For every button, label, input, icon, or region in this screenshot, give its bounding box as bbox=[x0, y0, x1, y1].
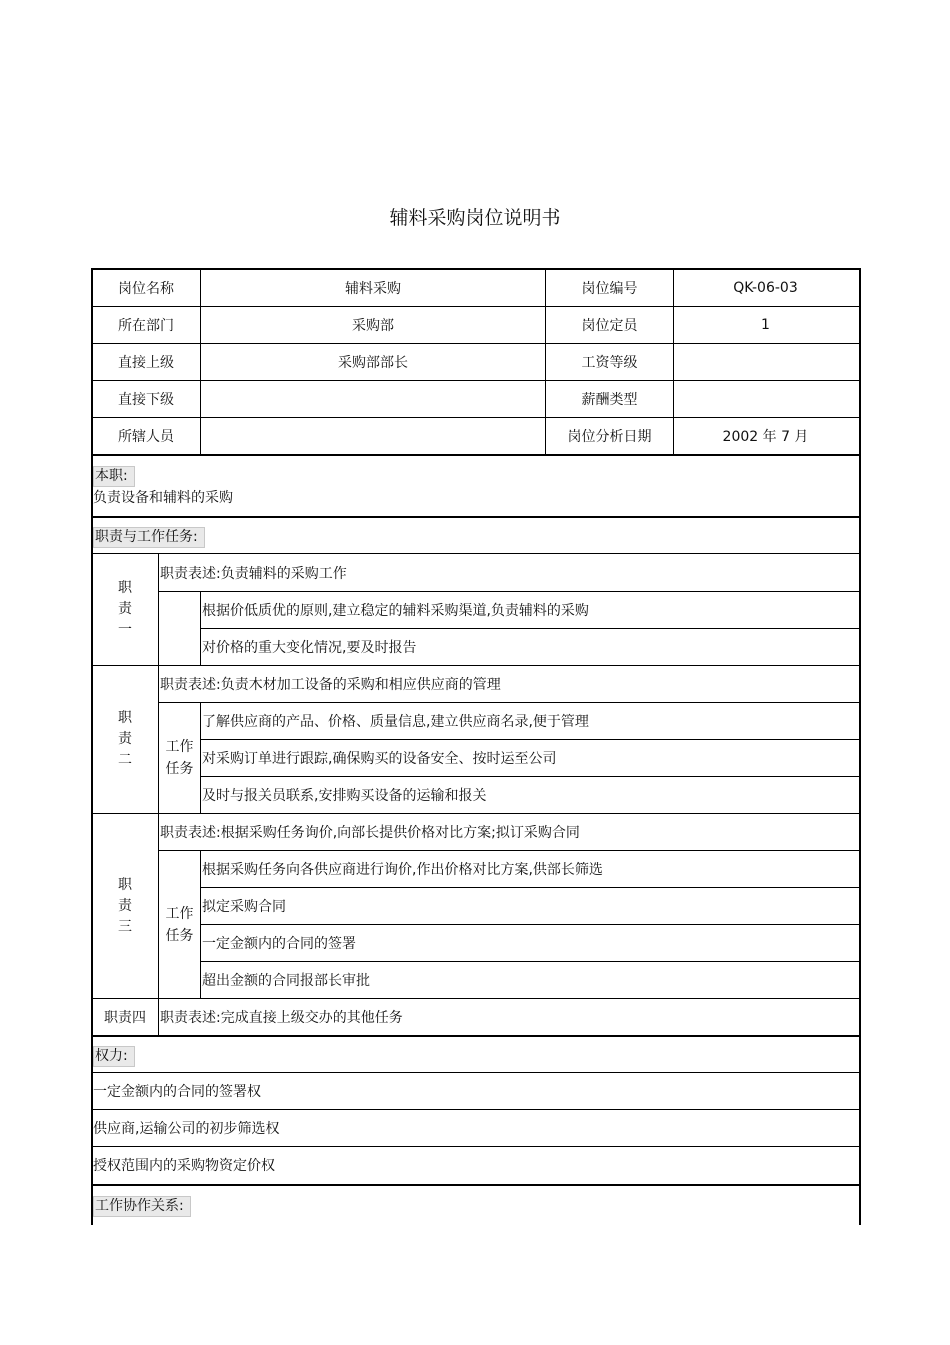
duty-1-name-char: 一 bbox=[118, 622, 132, 638]
duty-1-name-char: 责 bbox=[118, 601, 132, 617]
info-value-salary-grade bbox=[674, 343, 857, 380]
duty-3-task-label bbox=[159, 851, 200, 998]
info-value-analysis-date: 2002 年 7 月 bbox=[722, 428, 809, 445]
duty-label: 本职: bbox=[93, 466, 135, 487]
info-label-pay-type: 薪酬类型 bbox=[581, 391, 638, 408]
tasks-section-label bbox=[93, 526, 205, 548]
duty-3-name bbox=[92, 814, 158, 998]
info-label-supervisor: 直接上级 bbox=[118, 354, 174, 371]
info-label-position-code: 岗位编号 bbox=[581, 280, 638, 297]
duty-3-description: 职责表述:根据采购任务询价,向部长提供价格对比方案;拟订采购合同 bbox=[160, 824, 580, 841]
power-label: 权力: bbox=[93, 1046, 135, 1067]
duty-2-name-char: 责 bbox=[118, 731, 132, 747]
duty-text: 负责设备和辅料的采购 bbox=[93, 490, 233, 506]
column-divider bbox=[200, 591, 201, 665]
duty-4-name: 职责四 bbox=[104, 1009, 146, 1026]
row-divider bbox=[91, 516, 859, 518]
column-divider bbox=[200, 702, 201, 813]
info-value-position-name: 辅料采购 bbox=[345, 280, 401, 297]
info-value-department: 采购部 bbox=[352, 317, 394, 334]
info-label-staff: 所辖人员 bbox=[118, 428, 174, 445]
row-divider bbox=[91, 454, 859, 456]
duty-2-task: 对采购订单进行跟踪,确保购买的设备安全、按时运至公司 bbox=[202, 750, 557, 767]
info-value-subordinate bbox=[201, 380, 545, 417]
power-item: 供应商,运输公司的初步筛选权 bbox=[93, 1120, 280, 1137]
power-item: 一定金额内的合同的签署权 bbox=[93, 1083, 261, 1100]
info-value-supervisor: 采购部部长 bbox=[338, 354, 408, 371]
task-label-line: 任务 bbox=[165, 761, 194, 777]
task-label-line: 工作 bbox=[165, 739, 194, 755]
power-section-label bbox=[93, 1045, 135, 1067]
duty-2-description: 职责表述:负责木材加工设备的采购和相应供应商的管理 bbox=[160, 677, 501, 693]
duty-1-task: 根据价低质优的原则,建立稳定的辅料采购渠道,负责辅料的采购 bbox=[202, 602, 589, 619]
duty-1-name-char: 职 bbox=[118, 580, 132, 596]
info-label-position-name: 岗位名称 bbox=[118, 280, 174, 297]
duty-2-name-char: 二 bbox=[118, 752, 132, 768]
duty-2-task-label bbox=[159, 703, 200, 813]
info-value-headcount: 1 bbox=[761, 316, 770, 333]
duty-1-name bbox=[92, 554, 158, 665]
row-divider bbox=[91, 1035, 859, 1037]
info-label-headcount: 岗位定员 bbox=[581, 317, 638, 334]
duty-3-name-char: 三 bbox=[118, 918, 132, 935]
duty-2-name bbox=[92, 666, 158, 813]
info-value-staff bbox=[201, 417, 545, 454]
duty-3-task: 拟定采购合同 bbox=[202, 898, 286, 915]
duty-3-name-char: 职 bbox=[118, 876, 132, 893]
task-label-line: 任务 bbox=[165, 927, 194, 944]
duty-4-description: 职责表述:完成直接上级交办的其他任务 bbox=[160, 1009, 403, 1026]
power-item: 授权范围内的采购物资定价权 bbox=[93, 1158, 275, 1174]
duty-3-task: 超出金额的合同报部长审批 bbox=[202, 972, 370, 989]
info-value-position-code: QK-06-03 bbox=[733, 279, 798, 296]
cooperation-label: 工作协作关系: bbox=[93, 1196, 191, 1217]
duty-1-description: 职责表述:负责辅料的采购工作 bbox=[160, 565, 347, 582]
cooperation-section-label bbox=[93, 1195, 191, 1217]
duty-section-label bbox=[93, 465, 135, 487]
duty-3-name-char: 责 bbox=[118, 897, 132, 914]
duty-2-task: 及时与报关员联系,安排购买设备的运输和报关 bbox=[202, 787, 487, 804]
page-title: 辅料采购岗位说明书 bbox=[389, 207, 561, 229]
duty-2-task: 了解供应商的产品、价格、质量信息,建立供应商名录,便于管理 bbox=[202, 713, 589, 730]
tasks-label: 职责与工作任务: bbox=[93, 527, 205, 548]
duty-3-task: 根据采购任务向各供应商进行询价,作出价格对比方案,供部长筛选 bbox=[202, 861, 603, 878]
column-divider bbox=[200, 850, 201, 998]
info-label-subordinate: 直接下级 bbox=[118, 391, 174, 408]
row-divider bbox=[91, 1184, 859, 1186]
duty-3-task: 一定金额内的合同的签署 bbox=[202, 935, 356, 952]
info-label-salary-grade: 工资等级 bbox=[581, 354, 638, 371]
info-label-department: 所在部门 bbox=[118, 317, 174, 334]
duty-2-name-char: 职 bbox=[118, 710, 132, 726]
info-value-pay-type bbox=[674, 380, 857, 417]
duty-1-task: 对价格的重大变化情况,要及时报告 bbox=[202, 639, 417, 656]
row-divider bbox=[200, 887, 859, 888]
info-label-analysis-date: 岗位分析日期 bbox=[567, 428, 652, 445]
task-label-line: 工作 bbox=[165, 905, 194, 922]
